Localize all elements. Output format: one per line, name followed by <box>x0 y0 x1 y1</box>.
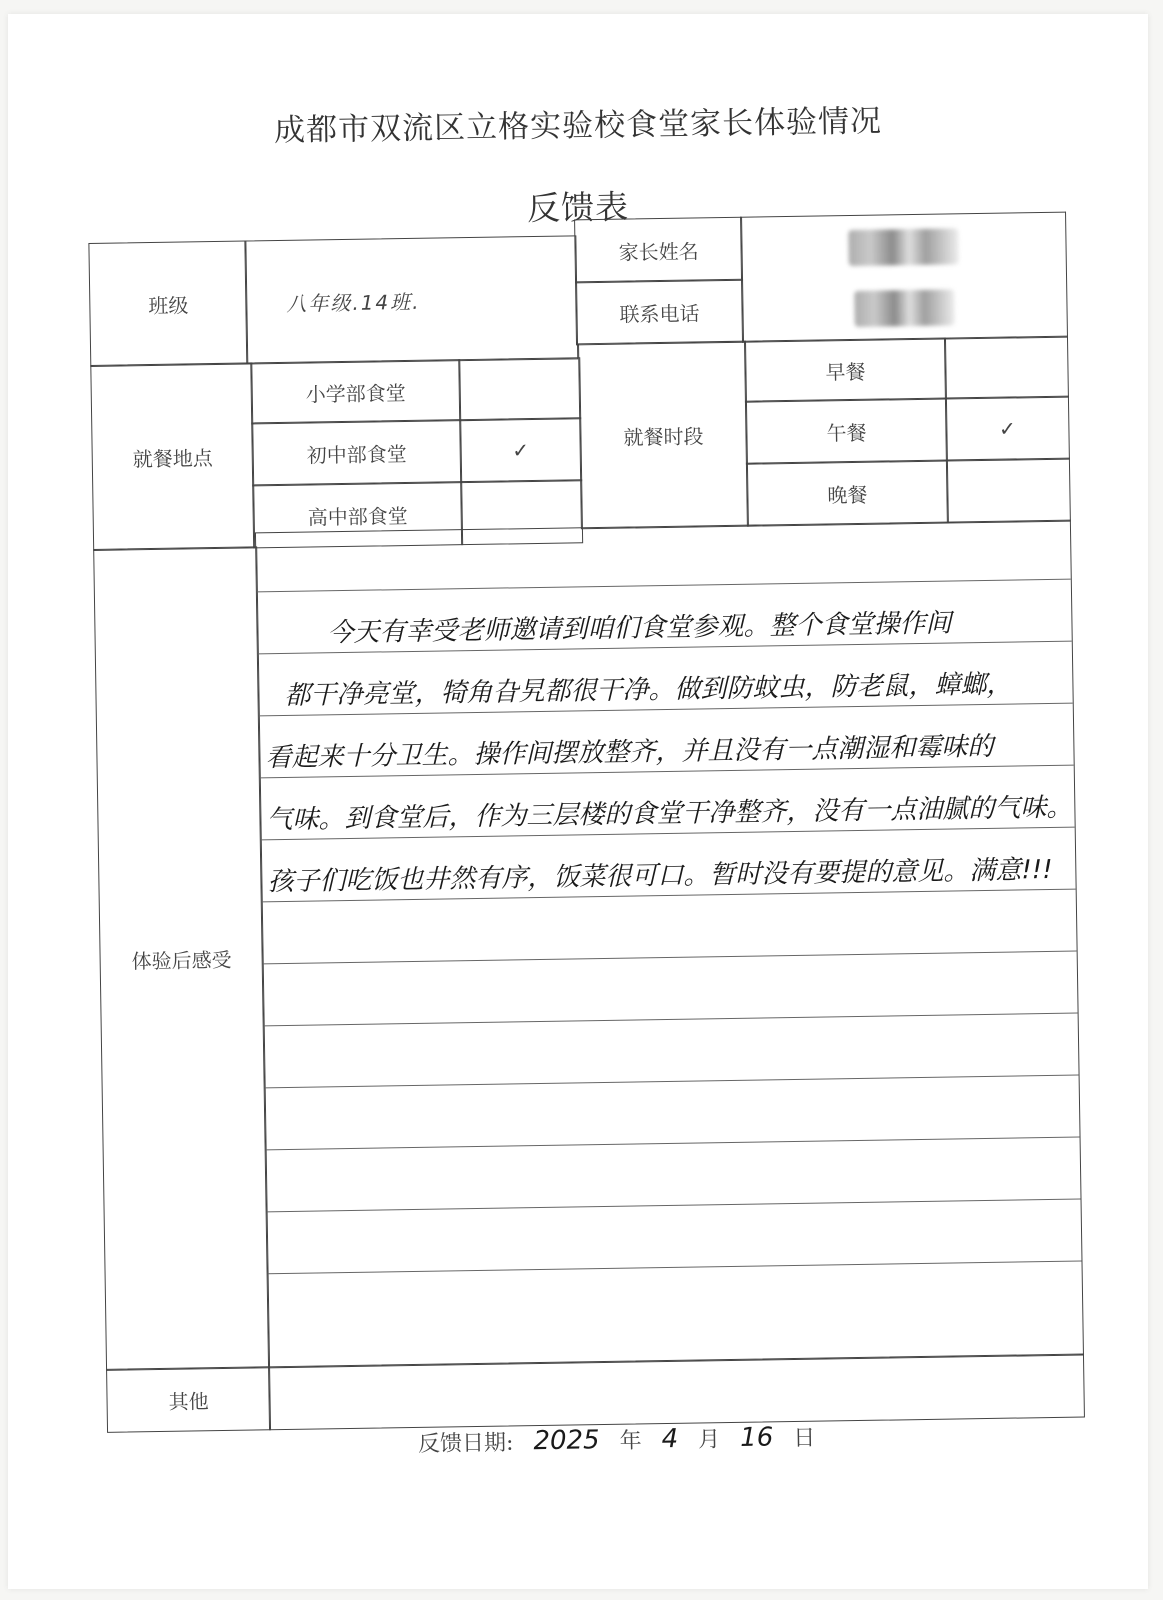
feedback-area[interactable] <box>255 520 1084 1369</box>
redacted-name <box>848 228 959 266</box>
location-primary-check[interactable] <box>458 357 581 421</box>
feedback-text-line: 气味。到食堂后，作为三层楼的食堂干净整齐，没有一点油腻的气味。 <box>266 792 1073 836</box>
feedback-date <box>418 1421 816 1458</box>
location-senior: 高中部食堂 <box>252 481 463 548</box>
ruled-line <box>257 579 1071 593</box>
date-month[interactable]: 4 <box>661 1424 679 1455</box>
location-junior-check[interactable]: ✓ <box>459 417 582 483</box>
form-subtitle: 反馈表 <box>526 187 630 228</box>
ruled-line <box>268 1261 1082 1275</box>
parent-name-field[interactable] <box>740 212 1067 281</box>
feedback-text-line: 孩子们吃饭也井然有序，饭菜很可口。暂时没有要提的意见。满意!!! <box>267 854 1053 898</box>
feedback-sheet <box>8 14 1148 1589</box>
meal-breakfast: 早餐 <box>744 338 947 403</box>
date-label: 反馈日期: <box>417 1430 514 1458</box>
class-value[interactable]: 八年级.14班. <box>244 235 578 364</box>
phone-field[interactable] <box>741 274 1068 343</box>
feedback-text-line: 今天有幸受老师邀请到咱们食堂参观。整个食堂操作间 <box>327 608 952 649</box>
mealtime-label: 就餐时段 <box>578 341 749 530</box>
meal-lunch: 午餐 <box>745 398 948 465</box>
parent-name-label: 家长姓名 <box>574 217 743 284</box>
meal-dinner-check[interactable] <box>946 458 1071 524</box>
redacted-phone <box>854 289 955 327</box>
feedback-text-line: 看起来十分卫生。操作间摆放整齐，并且没有一点潮湿和霉味的 <box>265 731 994 774</box>
phone-label: 联系电话 <box>575 279 744 346</box>
ruled-line <box>265 1075 1079 1089</box>
ruled-line <box>263 951 1077 965</box>
date-day-unit: 日 <box>793 1425 816 1452</box>
date-month-unit: 月 <box>697 1427 721 1453</box>
feedback-label: 体验后感受 <box>93 546 270 1370</box>
location-primary: 小学部食堂 <box>250 359 461 424</box>
form-title: 成都市双流区立格实验校食堂家长体验情况 <box>273 103 883 149</box>
meal-dinner: 晚餐 <box>746 460 949 527</box>
other-field[interactable] <box>268 1353 1085 1430</box>
ruled-line <box>266 1137 1080 1151</box>
ruled-line <box>264 1013 1078 1027</box>
location-label: 就餐地点 <box>90 362 255 551</box>
other-label: 其他 <box>106 1366 271 1433</box>
feedback-form-table <box>88 204 1085 1449</box>
date-year[interactable]: 2025 <box>533 1425 600 1457</box>
date-day[interactable]: 16 <box>739 1422 774 1454</box>
ruled-line <box>267 1199 1081 1213</box>
feedback-text-line: 都干净亮堂，犄角旮旯都很干净。做到防蚊虫，防老鼠，蟑螂， <box>284 669 1013 711</box>
meal-breakfast-check[interactable] <box>944 336 1069 400</box>
meal-lunch-check[interactable]: ✓ <box>945 396 1070 462</box>
class-label: 班级 <box>88 241 248 367</box>
date-year-unit: 年 <box>619 1428 642 1454</box>
location-junior: 初中部食堂 <box>251 419 462 486</box>
